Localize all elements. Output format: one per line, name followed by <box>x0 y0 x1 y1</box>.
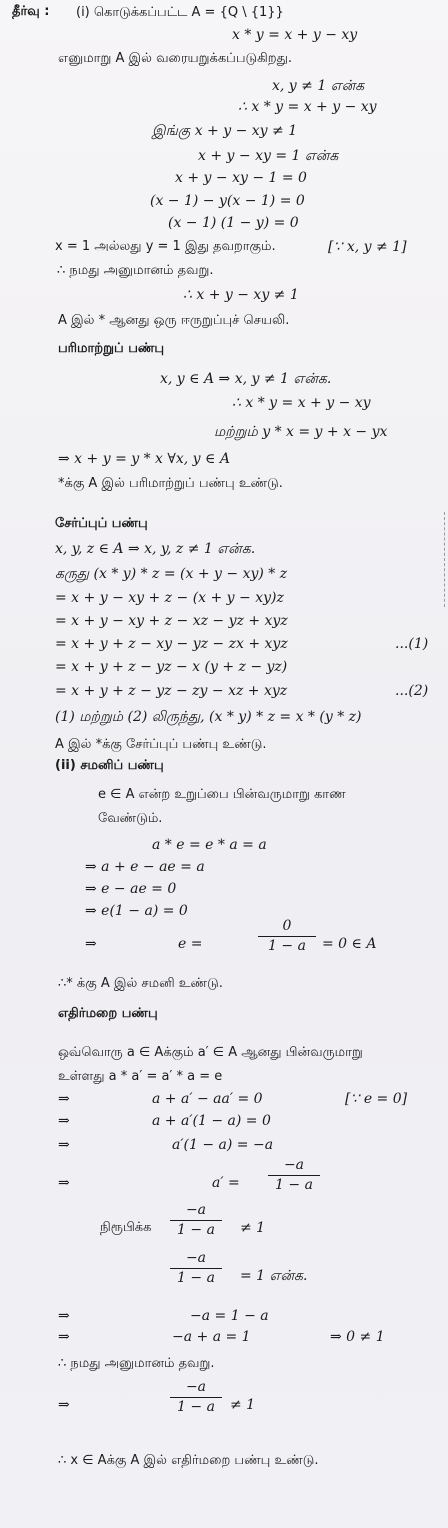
text-line: e ∈ A என்ற உறுப்பை பின்வருமாறு காண <box>98 787 346 802</box>
text-line: *க்கு A இல் பரிமாற்றுப் பண்பு உண்டு. <box>58 476 283 491</box>
reason-note: [∵ x, y ≠ 1] <box>328 239 407 255</box>
equation-line: ⇒ e − ae = 0 <box>85 881 177 897</box>
fraction-denominator: 1 − a <box>275 1177 313 1193</box>
text-line: எனுமாறு A இல் வரையறுக்கப்படுகிறது. <box>58 51 293 66</box>
implies-symbol: ⇒ <box>58 1137 70 1153</box>
given-set-line: (i) கொடுக்கப்பட்ட A = {Q \ {1}} <box>76 5 284 20</box>
implies-symbol: ⇒ <box>58 1397 70 1413</box>
equation-line: a * e = e * a = a <box>152 837 267 853</box>
section-heading: பரிமாற்றுப் பண்பு <box>58 341 165 356</box>
fraction <box>170 1250 222 1287</box>
equation-line: = x + y − xy + z − (x + y − xy)z <box>55 590 284 606</box>
equation-line: ∴ x + y − xy ≠ 1 <box>183 287 299 303</box>
equation-line: = 0 ∈ A <box>322 936 377 952</box>
text-line: ∴ நமது அனுமானம் தவறு. <box>58 1356 215 1371</box>
implies-symbol: ⇒ <box>58 1175 70 1191</box>
text-line: ∴* க்கு A இல் சமனி உண்டு. <box>58 976 223 991</box>
equation-line: x + y − xy − 1 = 0 <box>175 170 307 186</box>
equation-line: இங்கு x + y − xy ≠ 1 <box>152 123 298 139</box>
text-line: A இல் * ஆனது ஒரு ஈருறுப்புச் செயலி. <box>58 313 290 328</box>
text-line: வேண்டும். <box>98 811 163 826</box>
equation-line: a′ = <box>212 1175 240 1191</box>
fraction-bar <box>170 1268 222 1269</box>
equation-line: (1) மற்றும் (2) லிருந்து, (x * y) * z = x * (y * z) <box>55 709 362 725</box>
fraction <box>268 1157 320 1194</box>
section-heading: சேர்ப்புப் பண்பு <box>55 516 148 531</box>
fraction-numerator: −a <box>283 1157 305 1173</box>
fraction-numerator: −a <box>185 1379 207 1395</box>
fraction <box>170 1202 222 1239</box>
equation-line: கருது (x * y) * z = (x + y − xy) * z <box>55 566 288 582</box>
fraction-denominator: 1 − a <box>268 938 306 954</box>
equation-line: = x + y − xy + z − xz − yz + xyz <box>55 613 288 629</box>
text-line: உள்ளது a * a′ = a′ * a = e <box>58 1069 223 1084</box>
equation-line: = x + y + z − yz − x (y + z − yz) <box>55 659 288 675</box>
implies-symbol: ⇒ <box>58 1113 70 1129</box>
equation-line: ≠ 1 <box>230 1397 256 1413</box>
fraction-denominator: 1 − a <box>177 1270 215 1286</box>
equation-line: = 1 என்க. <box>240 1268 308 1284</box>
fraction <box>258 918 316 955</box>
margin-dashed-line <box>444 512 445 607</box>
equation-line: = x + y + z − xy − yz − zx + xyz <box>55 636 288 652</box>
equation-line: ∴ x * y = x + y − xy <box>232 395 371 411</box>
equation-line: (x − 1) (1 − y) = 0 <box>168 215 299 231</box>
equation-line: மற்றும் y * x = y + x − yx <box>214 424 388 440</box>
implies-symbol: ⇒ <box>58 1329 70 1345</box>
equation-line: −a = 1 − a <box>190 1308 269 1324</box>
equation-number: ...(1) <box>395 636 429 652</box>
equation-line: x + y − xy = 1 என்க <box>198 148 339 164</box>
text-line: A இல் *க்கு சேர்ப்புப் பண்பு உண்டு. <box>55 737 267 752</box>
implies-symbol: ⇒ <box>58 1091 70 1107</box>
fraction-bar <box>268 1175 320 1176</box>
fraction-bar <box>170 1220 222 1221</box>
equation-line: ⇒ e(1 − a) = 0 <box>85 903 188 919</box>
equation-line: a + a′(1 − a) = 0 <box>152 1113 271 1129</box>
solution-heading: தீர்வு : <box>12 4 50 19</box>
equation-line: ⇒ x + y = y * x ∀x, y ∈ A <box>58 451 230 467</box>
equation-line: a′(1 − a) = −a <box>172 1137 274 1153</box>
implies-symbol: ⇒ <box>85 936 97 952</box>
equation-line: ≠ 1 <box>240 1220 266 1236</box>
fraction-bar <box>258 936 316 937</box>
text-line: ஒவ்வொரு a ∈ Aக்கும் a′ ∈ A ஆனது பின்வருமாறு <box>58 1045 363 1060</box>
reason-note: [∵ e = 0] <box>345 1091 408 1107</box>
equation-line: x, y ≠ 1 என்க <box>272 78 365 94</box>
equation-line: ⇒ 0 ≠ 1 <box>330 1329 385 1345</box>
fraction-numerator: 0 <box>282 918 292 934</box>
text-line: ∴ நமது அனுமானம் தவறு. <box>57 263 214 278</box>
fraction-numerator: −a <box>185 1250 207 1266</box>
text-line: நிரூபிக்க <box>100 1220 152 1235</box>
equation-line: = x + y + z − yz − zy − xz + xyz <box>55 683 288 699</box>
equation-line: ∴ x * y = x + y − xy <box>238 99 377 115</box>
operation-definition: x * y = x + y − xy <box>232 27 358 43</box>
fraction-denominator: 1 − a <box>177 1222 215 1238</box>
fraction-bar <box>170 1397 222 1398</box>
equation-line: a + a′ − aa′ = 0 <box>152 1091 263 1107</box>
equation-line: x, y, z ∈ A ⇒ x, y, z ≠ 1 என்க. <box>55 541 256 557</box>
section-heading: (ii) சமனிப் பண்பு <box>55 758 164 773</box>
fraction-denominator: 1 − a <box>177 1399 215 1415</box>
equation-line: ⇒ a + e − ae = a <box>85 859 205 875</box>
implies-symbol: ⇒ <box>58 1308 70 1324</box>
equation-line: −a + a = 1 <box>172 1329 251 1345</box>
equation-line: (x − 1) − y(x − 1) = 0 <box>150 193 305 209</box>
fraction <box>170 1379 222 1416</box>
section-heading: எதிர்மறை பண்பு <box>58 1006 158 1021</box>
conclusion-line: ∴ x ∈ Aக்கு A இல் எதிர்மறை பண்பு உண்டு. <box>58 1453 319 1468</box>
text-line: x = 1 அல்லது y = 1 இது தவறாகும். <box>55 239 276 254</box>
equation-line: x, y ∈ A ⇒ x, y ≠ 1 என்க. <box>160 371 332 387</box>
equation-line: e = <box>178 936 203 952</box>
equation-number: ...(2) <box>395 683 429 699</box>
fraction-numerator: −a <box>185 1202 207 1218</box>
